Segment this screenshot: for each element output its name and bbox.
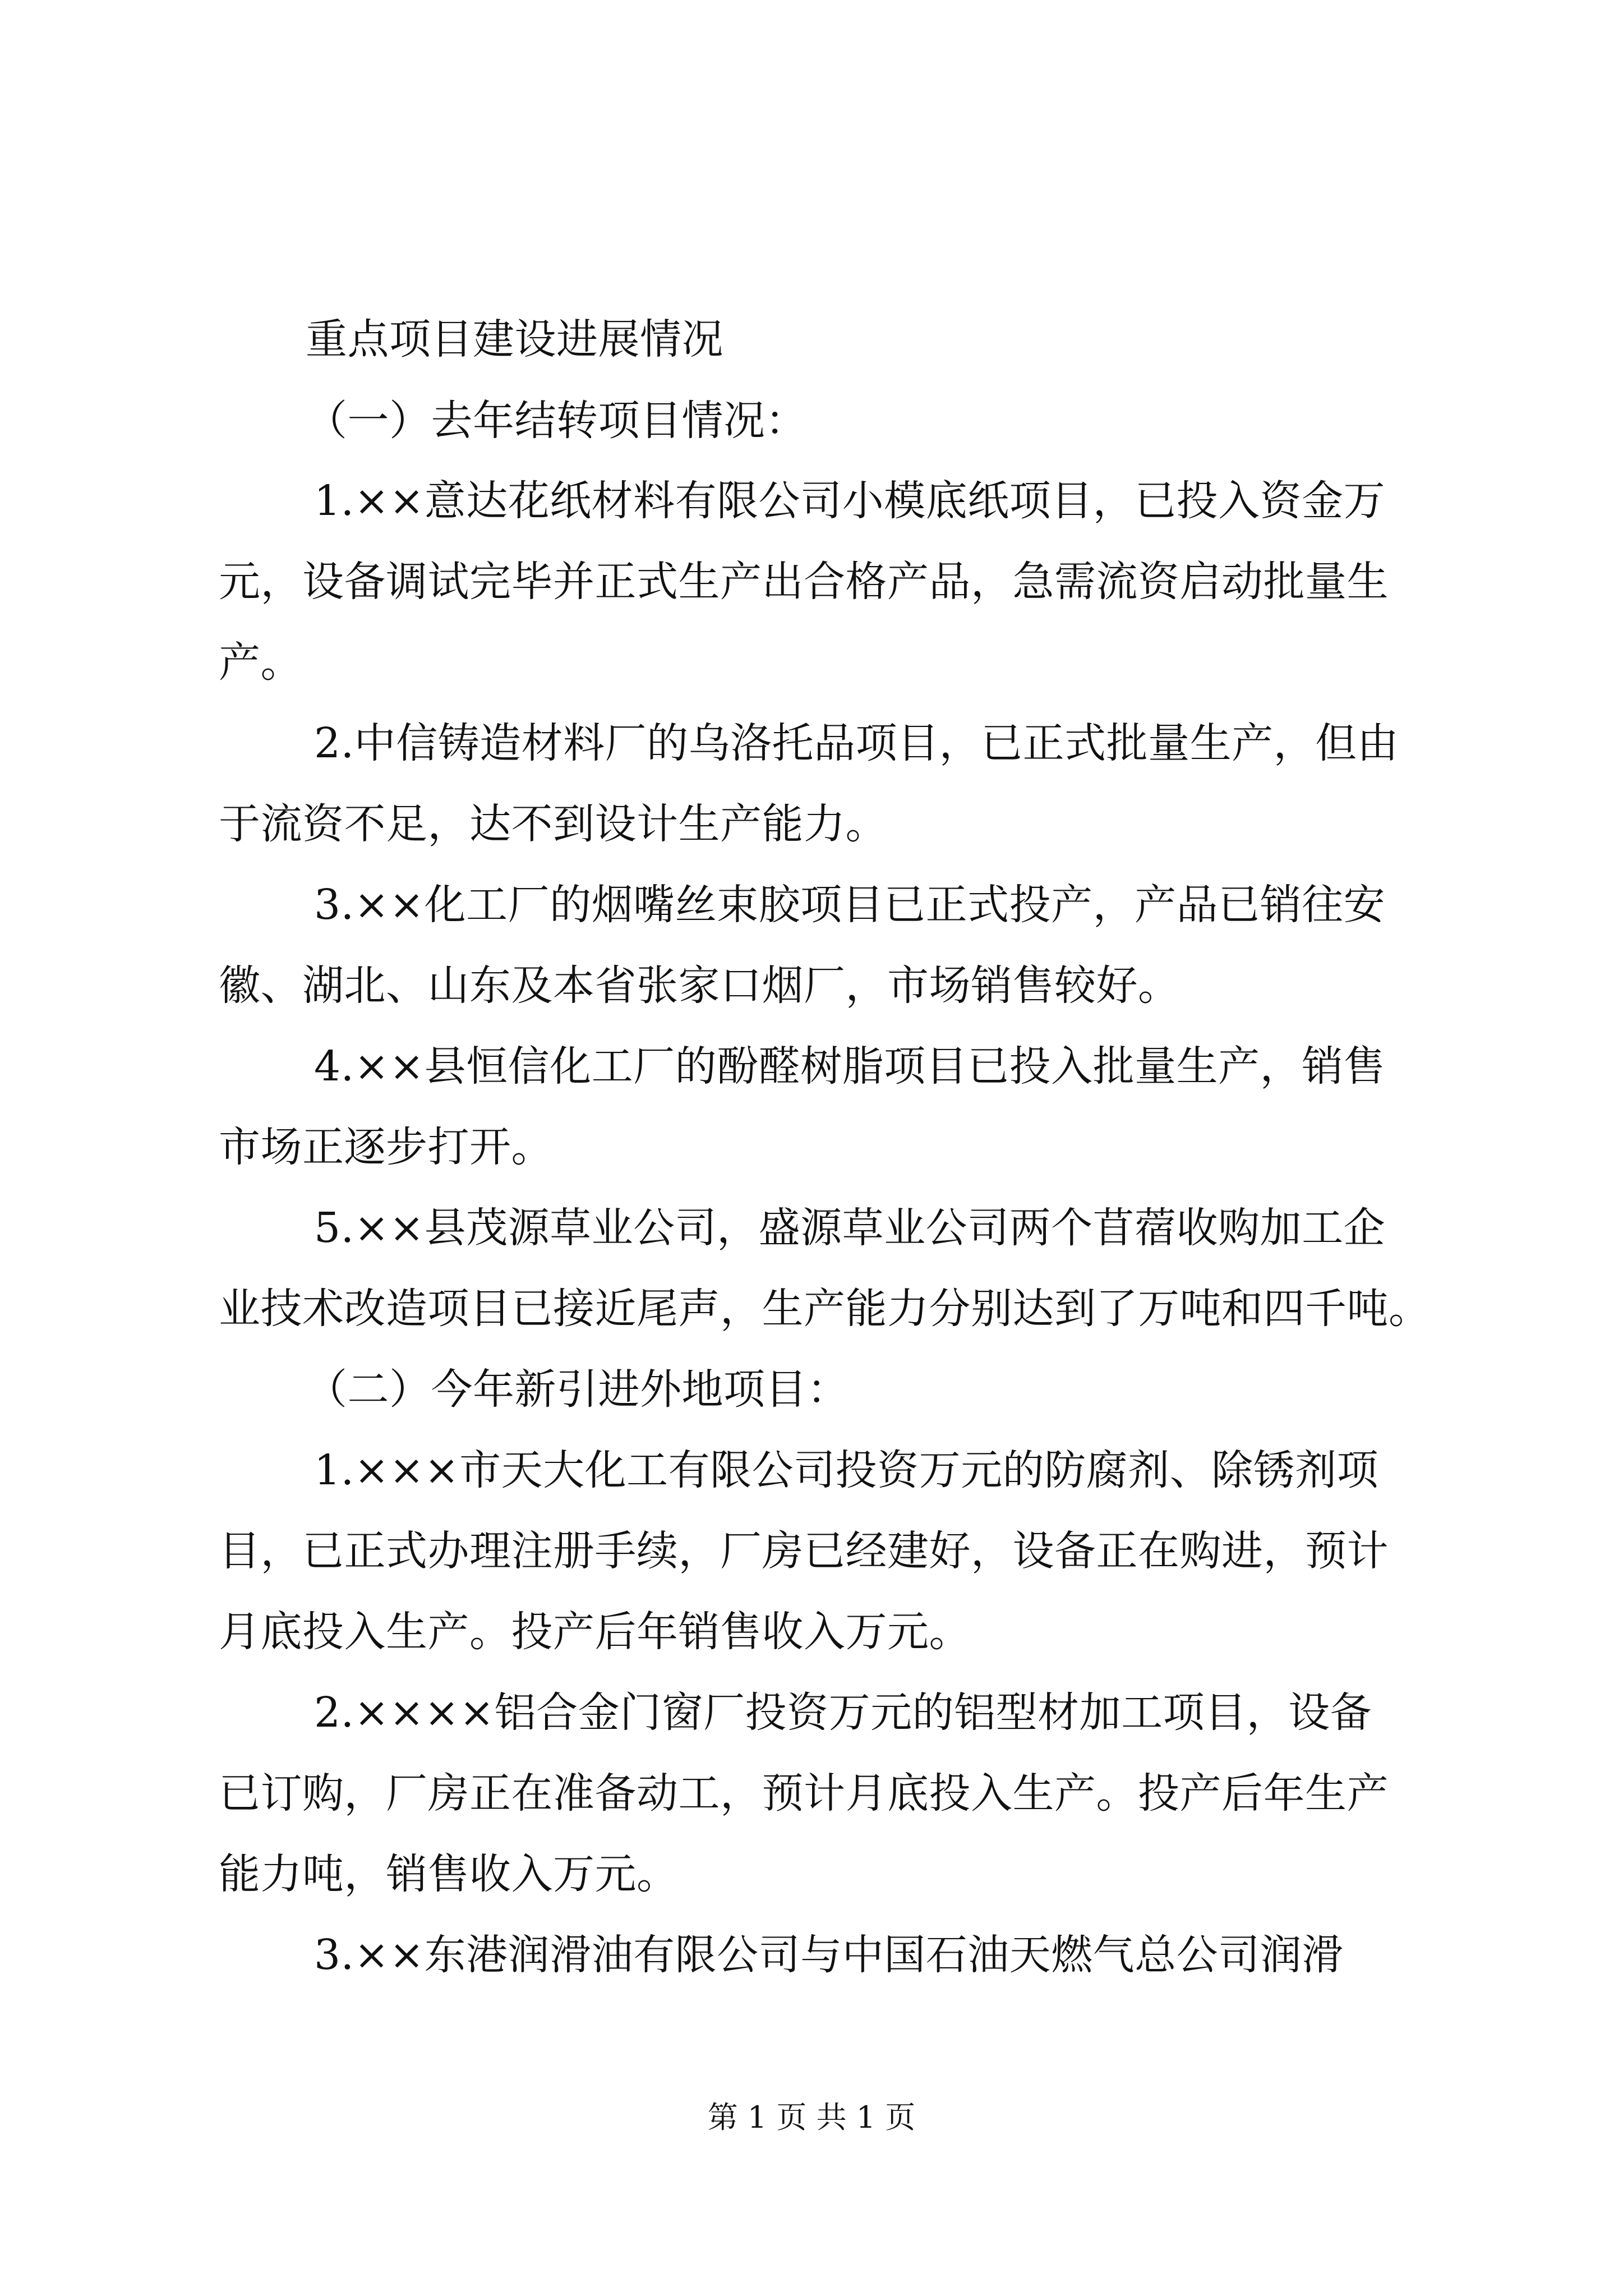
section-heading-1: （一）去年结转项目情况：: [306, 397, 807, 445]
paragraph-line: 产。: [219, 638, 302, 687]
paragraph-line: 能力吨，销售收入万元。: [219, 1850, 679, 1898]
paragraph-line: 2.××××铝合金门窗厂投资万元的铝型材加工项目，设备: [314, 1688, 1372, 1737]
paragraph-line: 3.××东港润滑油有限公司与中国石油天燃气总公司润滑: [314, 1931, 1344, 1979]
paragraph-line: 4.××县恒信化工厂的酚醛树脂项目已投入批量生产，销售: [314, 1042, 1386, 1091]
paragraph-line: 业技术改造项目已接近尾声，生产能力分别达到了万吨和四千吨。: [219, 1285, 1431, 1333]
paragraph-line: 2.中信铸造材料厂的乌洛托品项目，已正式批量生产，但由: [314, 719, 1399, 767]
paragraph-line: 1.×××市天大化工有限公司投资万元的防腐剂、除锈剂项: [314, 1446, 1379, 1494]
paragraph-line: 1.××意达花纸材料有限公司小模底纸项目，已投入资金万: [314, 477, 1386, 525]
paragraph-line: 5.××县茂源草业公司，盛源草业公司两个苜蓿收购加工企: [314, 1204, 1386, 1252]
page-footer: 第 1 页 共 1 页: [707, 2100, 916, 2135]
paragraph-line: 目，已正式办理注册手续，厂房已经建好，设备正在购进，预计: [219, 1527, 1389, 1575]
paragraph-line: 徽、湖北、山东及本省张家口烟厂，市场销售较好。: [219, 961, 1180, 1010]
paragraph-line: 市场正逐步打开。: [219, 1123, 553, 1171]
section-heading-2: （二）今年新引进外地项目：: [306, 1365, 849, 1414]
paragraph-line: 已订购，厂房正在准备动工，预计月底投入生产。投产后年生产: [219, 1769, 1389, 1818]
paragraph-line: 于流资不足，达不到设计生产能力。: [219, 800, 887, 848]
paragraph-line: 月底投入生产。投产后年销售收入万元。: [219, 1608, 971, 1656]
paragraph-line: 元，设备调试完毕并正式生产出合格产品，急需流资启动批量生: [219, 558, 1389, 606]
document-title: 重点项目建设进展情况: [306, 315, 723, 364]
paragraph-line: 3.××化工厂的烟嘴丝束胶项目已正式投产，产品已销往安: [314, 881, 1386, 929]
